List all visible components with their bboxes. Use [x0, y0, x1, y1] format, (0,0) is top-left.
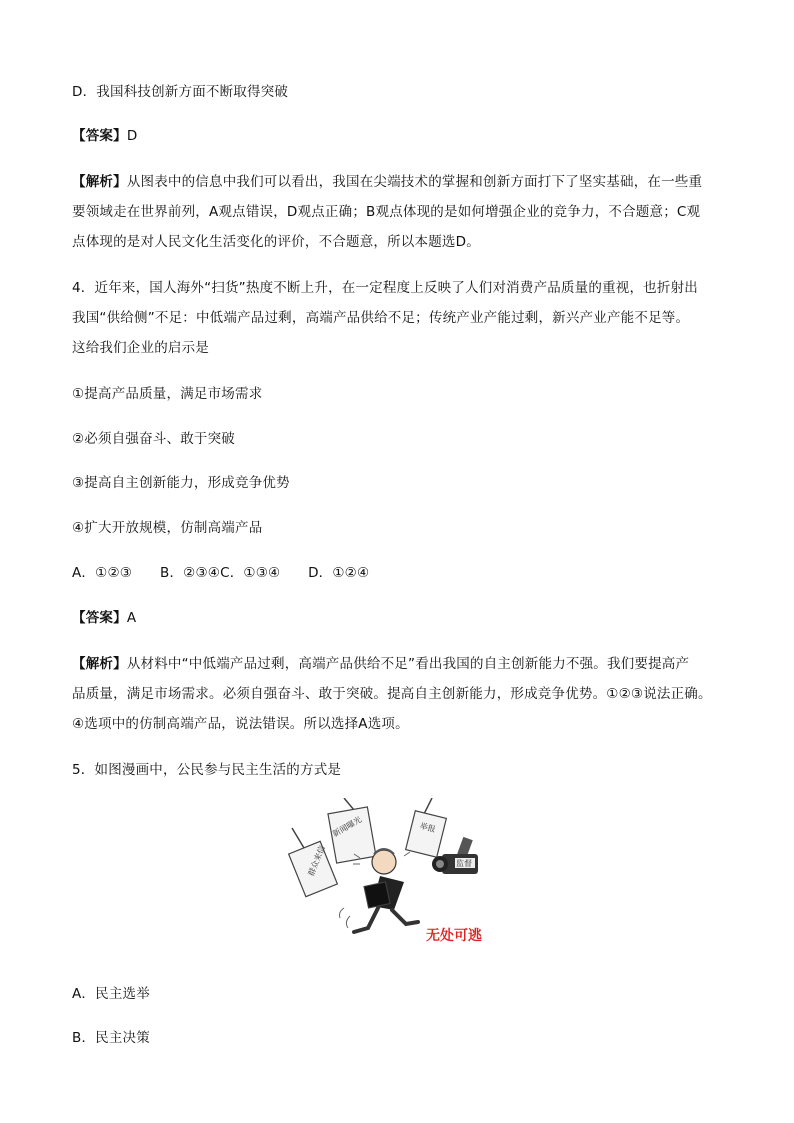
q3-analysis-line-2: 要领域走在世界前列，A观点错误，D观点正确；B观点体现的是如何增强企业的竞争力，不合题意；C观: [72, 204, 701, 220]
q4-item-1: ①提高产品质量，满足市场需求: [72, 386, 263, 402]
sign-middle-text: 新闻曝光: [331, 814, 364, 839]
q4-analysis-line-3: ④选项中的仿制高端产品，说法错误。所以选择A选项。: [72, 716, 409, 732]
q4-option-b: B．②③④: [160, 565, 221, 581]
q4-analysis-line-2: 品质量，满足市场需求。必须自强奋斗、敢于突破。提高自主创新能力，形成竞争优势。①②③说法正确。: [72, 686, 712, 702]
q3-analysis-line-1: [72, 170, 702, 194]
q4-stem-line-2: 我国“供给侧”不足：中低端产品过剩，高端产品供给不足；传统产业产能过剩，新兴产业产能不足等。: [72, 310, 690, 326]
sign-left-text: 群众来信: [306, 844, 328, 878]
cartoon-caption: 无处可逃: [426, 928, 482, 944]
q5-stem: 5．如图漫画中，公民参与民主生活的方式是: [72, 762, 342, 778]
answer-value: D: [126, 128, 138, 144]
q4-item-2: ②必须自强奋斗、敢于突破: [72, 431, 236, 447]
camera-label: 监督: [456, 859, 472, 868]
analysis-text: 从材料中“中低端产品过剩，高端产品供给不足”看出我国的自主创新能力不强。我们要提高产: [126, 656, 690, 672]
cartoon-illustration: [284, 798, 504, 950]
q4-option-d: D．①②④: [308, 565, 370, 581]
q4-answer: [72, 606, 136, 630]
answer-value: A: [126, 610, 137, 626]
sign-right: [406, 798, 447, 857]
q3-analysis-line-3: 点体现的是对人民文化生活变化的评价，不合题意，所以本题选D。: [72, 234, 480, 250]
q4-analysis-line-1: [72, 652, 689, 676]
q3-answer: [72, 124, 137, 148]
sign-middle: [328, 798, 376, 863]
sign-left: [289, 828, 338, 897]
analysis-label: 【解析】: [72, 174, 127, 190]
q4-stem-line-3: 这给我们企业的启示是: [72, 340, 209, 356]
answer-label: 【答案】: [72, 128, 127, 144]
answer-label: 【答案】: [72, 610, 127, 626]
q5-option-b: B．民主决策: [72, 1030, 150, 1046]
sign-right-text: 举报: [418, 821, 437, 834]
q4-stem-line-1: 4．近年来，国人海外“扫货”热度不断上升，在一定程度上反映了人们对消费产品质量的重视，也折射出: [72, 280, 698, 296]
q4-item-3: ③提高自主创新能力，形成竞争优势: [72, 475, 290, 491]
q3-option-d: D．我国科技创新方面不断取得突破: [72, 84, 289, 100]
q4-option-c: C．①③④: [220, 565, 281, 581]
q5-option-a: A．民主选举: [72, 986, 150, 1002]
q4-options: [72, 561, 369, 585]
q4-item-4: ④扩大开放规模，仿制高端产品: [72, 520, 263, 536]
q4-option-a: A．①②③: [72, 565, 133, 581]
analysis-label: 【解析】: [72, 656, 127, 672]
analysis-text: 从图表中的信息中我们可以看出，我国在尖端技术的掌握和创新方面打下了坚实基础，在一些重: [126, 174, 703, 190]
running-man: [340, 849, 419, 932]
